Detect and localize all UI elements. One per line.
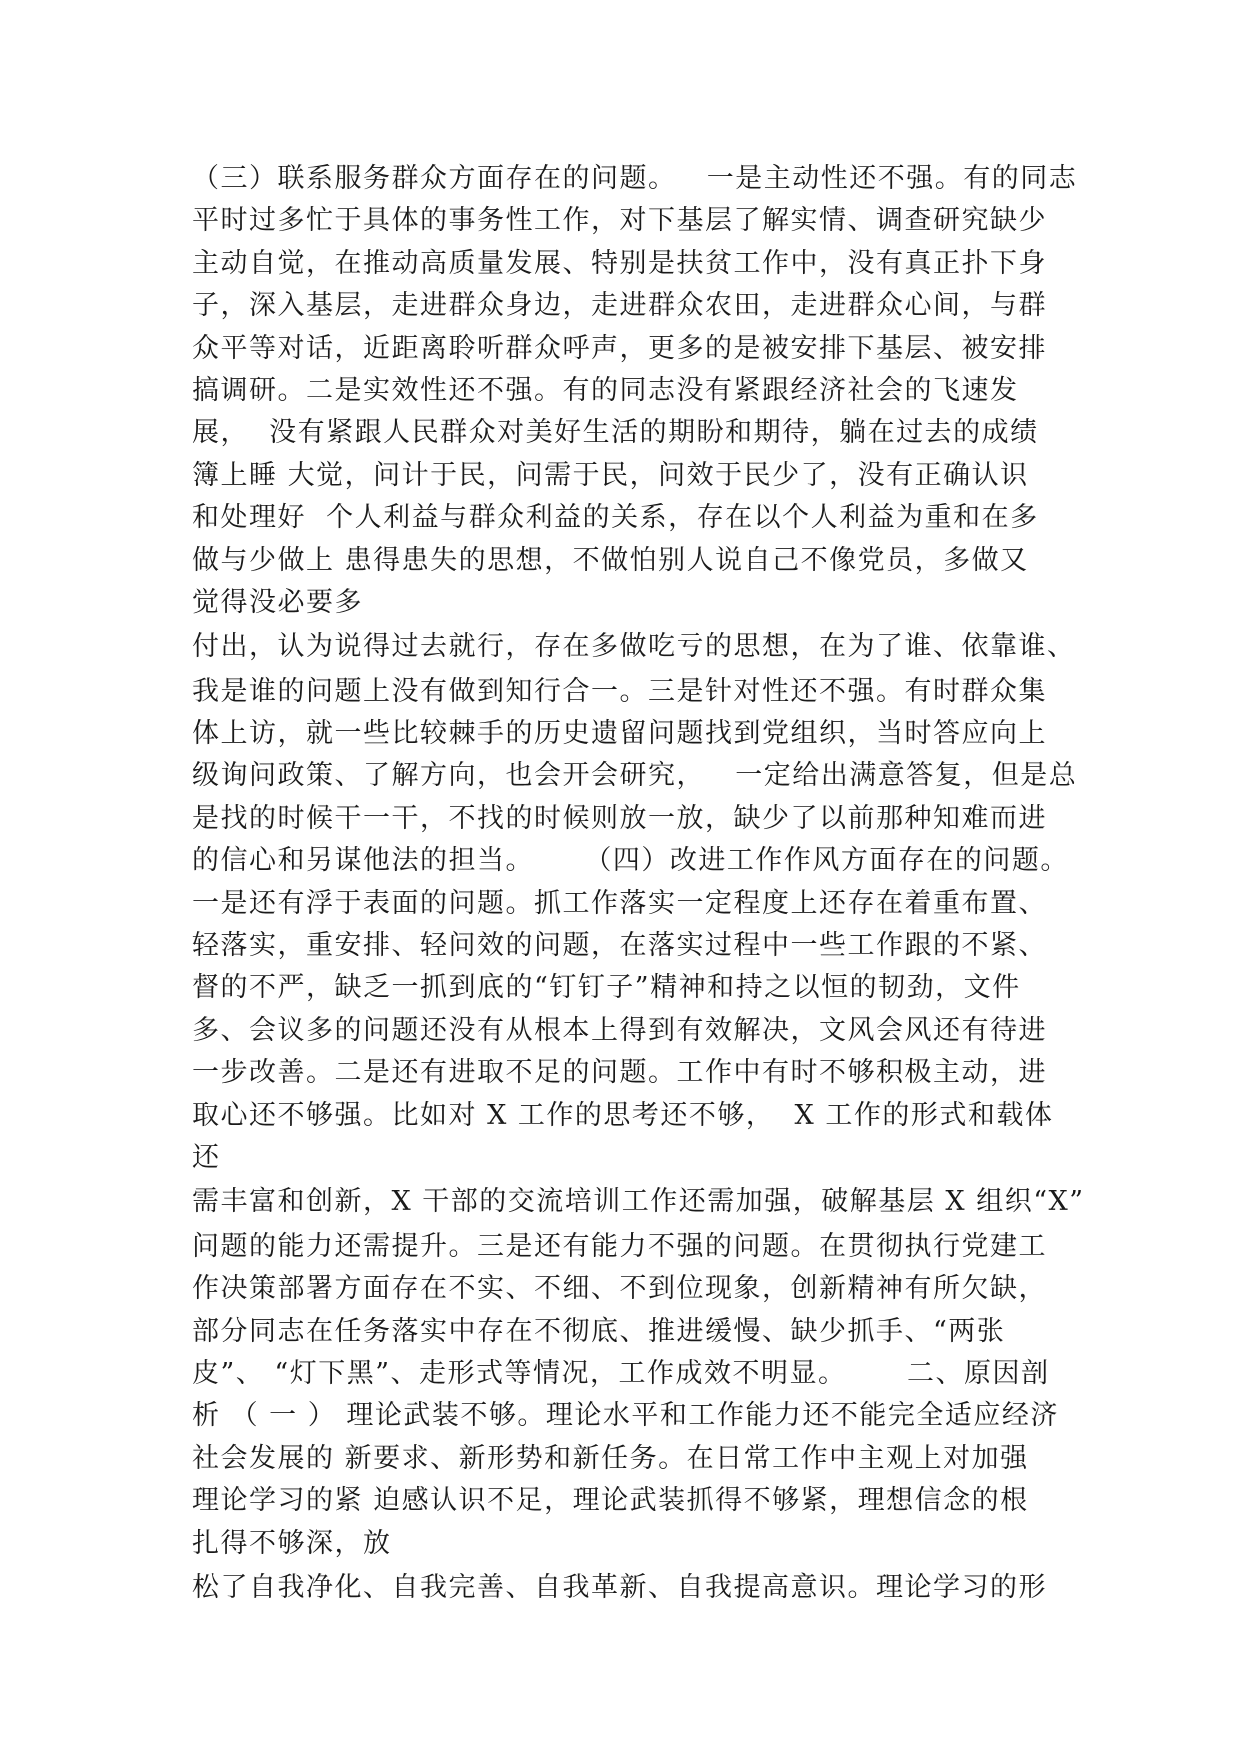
text-line: 皮”、 “灯下黑”、走形式等情况，工作成效不明显。 二、原因剖: [192, 1357, 1050, 1389]
text-line: 做与少做上 患得患失的思想，不做怕别人说自己不像党员，多做又: [192, 544, 1029, 576]
text-line: 是找的时候干一干，不找的时候则放一放，缺少了以前那种知难而进: [192, 802, 1047, 834]
text-line: 觉得没必要多: [192, 586, 363, 618]
text-line: 部分同志在任务落实中存在不彻底、推进缓慢、缺少抓手、“两张: [192, 1315, 1006, 1347]
text-line: 平时过多忙于具体的事务性工作，对下基层了解实情、调查研究缺少: [192, 205, 1047, 237]
text-line: 松了自我净化、自我完善、自我革新、自我提高意识。理论学习的形: [192, 1571, 1047, 1603]
text-line: 理论学习的紧 迫感认识不足，理论武装抓得不够紧，理想信念的根: [192, 1485, 1029, 1517]
body-text: [192, 158, 1085, 1609]
text-line: 我是谁的问题上没有做到知行合一。三是针对性还不强。有时群众集: [192, 675, 1047, 707]
text-line: 轻落实，重安排、轻问效的问题，在落实过程中一些工作跟的不紧、: [192, 930, 1047, 962]
text-line: 多、会议多的问题还没有从根本上得到有效解决，文风会风还有待进: [192, 1014, 1047, 1046]
text-line: 簿上睡 大觉，问计于民，问需于民，问效于民少了，没有正确认识: [192, 459, 1029, 491]
text-line: 析 （ 一 ） 理论武装不够。理论水平和工作能力还不能完全适应经济: [192, 1400, 1059, 1432]
text-line: 问题的能力还需提升。三是还有能力不强的问题。在贯彻执行党建工: [192, 1230, 1047, 1262]
text-line: 主动自觉，在推动高质量发展、特别是扶贫工作中，没有真正扑下身: [192, 247, 1047, 279]
text-line: 一是还有浮于表面的问题。抓工作落实一定程度上还存在着重布置、: [192, 887, 1047, 919]
text-line: 作决策部署方面存在不实、不细、不到位现象，创新精神有所欠缺，: [192, 1273, 1047, 1305]
text-line: 取心还不够强。比如对 X 工作的思考还不够， X 工作的形式和载体: [192, 1099, 1054, 1131]
text-line: 扎得不够深，放: [192, 1527, 392, 1559]
text-line: 展， 没有紧跟人民群众对美好生活的期盼和期待，躺在过去的成绩: [192, 417, 1039, 449]
text-line: （三）联系服务群众方面存在的问题。 一是主动性还不强。有的同志: [192, 163, 1078, 194]
text-line: 众平等对话，近距离聆听群众呼声，更多的是被安排下基层、被安排: [192, 332, 1047, 364]
text-line: 的信心和另谋他法的担当。 （四）改进工作作风方面存在的问题。: [192, 845, 1069, 877]
text-line: 付出，认为说得过去就行，存在多做吃亏的思想，在为了谁、依靠谁、: [192, 631, 1076, 663]
text-line: 社会发展的 新要求、新形势和新任务。在日常工作中主观上对加强: [192, 1442, 1029, 1474]
text-line: 体上访，就一些比较棘手的历史遗留问题找到党组织，当时答应向上: [192, 718, 1047, 750]
text-line: 需丰富和创新，X 干部的交流培训工作还需加强，破解基层 X 组织“X”: [192, 1186, 1085, 1218]
text-line: 还: [192, 1141, 221, 1173]
text-line: 级询问政策、了解方向，也会开会研究， 一定给出满意答复，但是总: [192, 760, 1078, 792]
text-line: 督的不严，缺乏一抓到底的“钉钉子”精神和持之以恒的韧劲，文件: [192, 972, 1021, 1004]
text-line: 一步改善。二是还有进取不足的问题。工作中有时不够积极主动，进: [192, 1057, 1047, 1089]
text-line: 搞调研。二是实效性还不强。有的同志没有紧跟经济社会的飞速发: [192, 374, 1019, 406]
text-line: 和处理好 个人利益与群众利益的关系，存在以个人利益为重和在多: [192, 502, 1039, 534]
text-line: 子，深入基层，走进群众身边，走进群众农田，走进群众心间，与群: [192, 290, 1047, 322]
